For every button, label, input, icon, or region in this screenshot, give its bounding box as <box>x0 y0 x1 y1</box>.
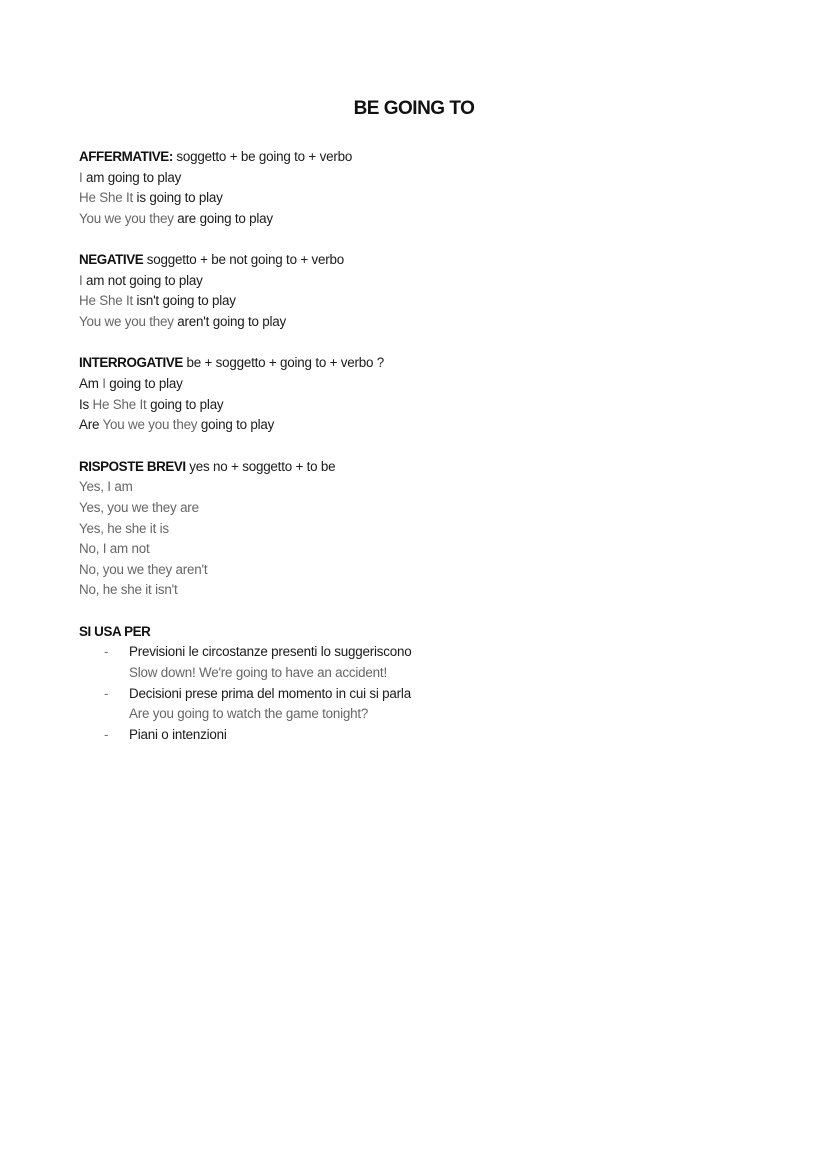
bullet-dash: - <box>104 644 109 660</box>
example-line <box>79 312 412 333</box>
text-segment: I <box>79 272 87 288</box>
example-line <box>79 374 412 395</box>
text-segment: You we you they <box>102 417 201 433</box>
section-label: INTERROGATIVE <box>79 355 183 371</box>
text-segment: I <box>79 169 87 185</box>
section-label: SI USA PER <box>79 623 151 639</box>
section-label: AFFERMATIVE: <box>79 149 173 164</box>
text-segment: going to play <box>109 376 183 392</box>
example-text: Slow down! We're going to have an accident! <box>129 665 387 681</box>
text-segment: are going to play <box>177 210 273 226</box>
section-label: NEGATIVE <box>79 252 144 268</box>
text-segment: Yes, he she it is <box>79 520 169 536</box>
spacer <box>79 230 412 251</box>
text-segment: He She It <box>79 190 137 206</box>
list-item-example <box>79 663 412 684</box>
text-segment: Is <box>79 396 93 412</box>
text-segment: yes no + soggetto + to be <box>185 458 336 474</box>
example-line <box>79 271 412 292</box>
example-line <box>79 519 412 540</box>
example-line <box>79 291 412 312</box>
list-item <box>79 642 412 663</box>
list-item-text: Piani o intenzioni <box>129 726 227 742</box>
list-item <box>79 684 412 705</box>
bullet-dash: - <box>104 685 109 701</box>
spacer <box>79 333 412 354</box>
section-heading <box>79 457 412 478</box>
text-segment: No, you we they aren't <box>79 561 208 577</box>
text-segment: be + soggetto + going to + verbo ? <box>182 355 385 371</box>
list-item-text: Decisioni prese prima del momento in cui si parla <box>129 685 411 701</box>
section-heading <box>79 147 412 168</box>
text-segment: No, he she it isn't <box>79 582 178 598</box>
text-segment: Are <box>79 417 103 433</box>
text-segment: going to play <box>200 417 275 433</box>
text-segment: Yes, I am <box>79 479 133 495</box>
text-segment: Am <box>79 376 103 392</box>
spacer <box>79 601 412 622</box>
text-segment: You we you they <box>79 314 178 330</box>
section-heading <box>79 250 412 271</box>
text-segment: He She It <box>79 293 137 309</box>
text-segment: am going to play <box>86 169 182 185</box>
spacer <box>79 436 412 457</box>
document-body <box>79 147 412 746</box>
section-heading <box>79 353 412 374</box>
text-segment: going to play <box>150 396 224 412</box>
list-item <box>79 725 412 746</box>
text-segment: soggetto + be going to + verbo <box>172 149 353 164</box>
list-item-text: Previsioni le circostanze presenti lo suggeriscono <box>129 644 412 660</box>
page-title: BE GOING TO <box>353 98 475 119</box>
example-line <box>79 560 412 581</box>
text-segment: soggetto + be not going to + verbo <box>143 252 344 268</box>
text-segment: isn't going to play <box>136 293 236 309</box>
text-segment: am not going to play <box>86 272 203 288</box>
example-line <box>79 539 412 560</box>
text-segment: I <box>102 376 110 392</box>
text-segment: He She It <box>92 396 151 412</box>
example-line <box>79 188 412 209</box>
list-item-example <box>79 704 412 725</box>
text-segment: is going to play <box>136 190 223 206</box>
text-segment: No, I am not <box>79 541 150 557</box>
example-line <box>79 395 412 416</box>
text-segment: Yes, you we they are <box>79 499 199 515</box>
text-segment: You we you they <box>79 210 178 226</box>
section-label: RISPOSTE BREVI <box>79 458 186 474</box>
example-line <box>79 168 412 189</box>
example-text: Are you going to watch the game tonight? <box>129 706 369 722</box>
section-heading <box>79 622 412 643</box>
text-segment: aren't going to play <box>177 314 287 330</box>
example-line <box>79 580 412 601</box>
example-line <box>79 498 412 519</box>
example-line <box>79 415 412 436</box>
example-line <box>79 209 412 230</box>
example-line <box>79 477 412 498</box>
bullet-dash: - <box>104 726 109 742</box>
